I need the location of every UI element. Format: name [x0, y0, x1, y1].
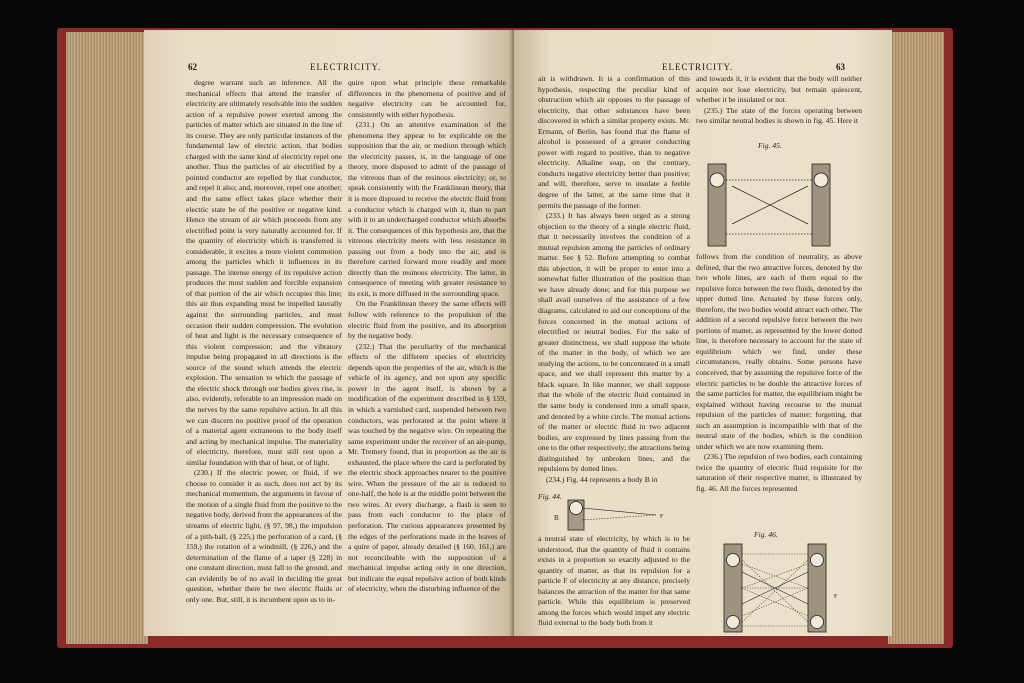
text-column-1 — [186, 78, 342, 634]
paragraph: degree warrant such an inference. All the mechanical effects that attend the transfer of electricity are ultimately resolvable into the sudden action of a repulsive power exerted among the particles of matter which are situated in the line of its course. They are only particular instances of the fundamental law of electric action, that bodies charged with the same kind of electricity repel one another. Thus the particles of air electrified by a pointed conductor are repelled by that conductor, and repel it also; and, moreover, repel one another; and the same effect takes place whether their electric state be of the positive or negative kind. Hence the stream of air which proceeds from any electrified point is very naturally accounted for. If the quantity of electricity which is transferred is considerable, it excites a more violent commotion among the particles which it influences in its passage. The intense energy of its repulsive action produces the most sudden and forcible expansion of that portion of the air which occupies this line; this air thus expanding must be impelled laterally against the surrounding particles, and must occasion their sudden compression. The evolution of heat and light is the necessary consequence of this violent compression; and the vibratory impulse being propagated in all directions is the source of the sound which attends the electric explosion. The sensation to which the passage of the electric shock through our bodies gives rise, is also, evidently, referable to an impression made on the nerves by the same repulsive action. In all this we can discern no positive proof of the operation of a material agent extraneous to the body itself and acting by mechanical impulse. The materiality of electricity, therefore, must still rest upon a similar foundation with that of heat, or of light. — [186, 78, 342, 467]
fig-44-caption: Fig. 44. — [538, 492, 562, 501]
paragraph: quire upon what principle these remarkable differences in the phenomena of positive and of negative electricity can be accounted for, consistently with either hypothesis. — [348, 78, 506, 119]
fig-46-diagram — [718, 542, 868, 636]
paragraph: air is withdrawn. It is a confirmation of this hypothesis, respecting the peculiar kind of obstruction which air opposes to the passage of electricity, that other substances have been discovered in which a similar property exists. Mr. Ermann, of Berlin, has found that the flame of alcohol is possessed of a greater conducting power with regard to positive, than to negative electricity. Alkaline soap, on the contrary, conducts negative electricity better than positive; and will, therefore, serve to insulate a feeble degree of the latter, at the same time that it permits the passage of the former. — [538, 74, 690, 210]
text-column-2-middle — [696, 252, 862, 534]
paragraph: (236.) The repulsion of two bodies, each containing twice the quantity of electric fluid requisite for the saturation of their respective matter, is illustrated by fig. 46. All the forces represented — [696, 452, 862, 494]
attraction-lines — [742, 572, 808, 604]
label-b: B — [554, 514, 559, 522]
body-right-fluid-1 — [811, 554, 824, 567]
page-number: 63 — [836, 62, 845, 72]
fig-44-diagram — [538, 498, 678, 538]
text-column-1-bottom — [538, 534, 690, 634]
paragraph: (233.) It has always been urged as a strong objection to the theory of a single electric fluid, that it necessarily involves the condition of a mutual repulsion among the particles of ordinary matter. See § 52. Before attempting to combat this objection, it will be proper to enter into a somewhat fuller illustration of the position than we have already done; and for this purpose we shall avail ourselves of the assistance of a few diagrams, calculated to aid our conceptions of the forces concerned in the mutual actions of electrified or neutral bodies. For the sake of greater distinctness, we shall suppose the whole of the matter in the body, of which we are studying the actions, to be concentrated in a small space, and we shall represent this matter by a black square. In like manner, we shall suppose that the whole of the electric fluid contained in the same body is condensed into a small space, and denoted by a white circle. The mutual actions of the matter or electric fluid in two adjacent bodies, are expressed by lines passing from the one to the other respectively; the attractions being distinguished by unbroken lines, and the repulsions by dotted lines. — [538, 211, 690, 474]
body-right-fluid-2 — [811, 616, 824, 629]
paragraph: (232.) That the peculiarity of the mechanical effects of the different species of electricity depends upon the properties of the air, which is the vehicle of its agency, and not upon any specific power in the agent itself, is shown by a modification of the experiment described in § 159, in which a varnished card, suspended between two conductors, was perforated at the point where it was touched by the negative wire. On repeating the same experiment under the receiver of an air-pump, Mr. Tremery found, that in proportion as the air is exhausted, the place where the card is perforated by the electric shock approaches nearer to the positive wire. When the pressure of the air is reduced to one-half, the hole is at the middle point between the two wires. At every discharge, a flash is seen to pass from each conductor to the place of perforation. The curious appearances presented by the edges of the perforations made in the leaves of a quire of paper, already detailed (§ 160, 161,) are not reconcileable with the supposition of a mechanical impulse acting only in one direction, but indicate the equal repulsive action of both kinds of electricity, when the disturbing influence of the — [348, 341, 506, 594]
page-number: 62 — [188, 62, 197, 72]
paragraph: (234.) Fig. 44 represents a body B in — [546, 474, 658, 484]
text-column-1-top — [538, 74, 690, 494]
fig-45-diagram — [698, 154, 858, 250]
label-f: F — [834, 594, 838, 600]
body-left-fluid-1 — [727, 554, 740, 567]
body-right-fluid — [814, 173, 828, 187]
left-page-edges — [66, 32, 148, 644]
fig-46-caption: Fig. 46. — [754, 530, 778, 539]
body-left-fluid-2 — [727, 616, 740, 629]
paragraph: follows from the condition of neutrality, as above defined, that the two attractive forces, denoted by the two whole lines, are each of them equal to the repulsive force between the two fluids, denoted by the upper dotted line. Actuated by these forces only, therefore, the two bodies would attract each other. The addition of a second repulsive force between the two portions of matter, as represented by the lower dotted line, is therefore necessary to account for the state of equilibrium which we find, under these circumstances, really obtains. Some persons have conceived, that by assuming the repulsive force of the electric particles to be double the attractive forces of the same particles for matter, the equilibrium might be explained without having recourse to the mutual repulsion of the particles of matter: forgetting, that such an assumption is incompatible with that of the neutral state of the bodies, which is the condition under which we are now examining them. — [696, 252, 862, 451]
paragraph: (235.) The state of the forces operating between two similar neutral bodies is shown in fig. 45. Here it — [696, 105, 862, 126]
running-head: ELECTRICITY. — [310, 62, 382, 72]
fig-45-caption: Fig. 45. — [758, 141, 782, 150]
fluid-circle — [570, 502, 583, 515]
repulsion-lines — [742, 554, 808, 626]
label-f: F — [660, 514, 664, 520]
paragraph: (231.) On an attentive examination of the phenomena they appear to be explicable on the supposition that the air, or medium through which the electricity passes, is, in the language of one theory, more disposed to admit of the passage of the vitreous than of the resinous electricity; or, to speak consistently with the Franklinean theory, that it is more disposed to receive the electric fluid from a conductor which is charged with it, than to part with it to an undercharged conductor which absorbs it. The consequences of this hypothesis are, that the vitreous electricity meets with less resistance in passing out from a body into the air, and is therefore carried forward more readily and more directly than the resinous electricity. The latter, in consequence of meeting with greater resistance to its exit, is more diffused in the surrounding space. — [348, 120, 506, 298]
paragraph: On the Franklinean theory the same effects will follow with reference to the propulsion of the electric fluid from the positive, and its absorption by the negative body. — [348, 299, 506, 341]
paragraph: (230.) If the electric power, or fluid, if we choose to consider it as such, does not act by its mechanical momentum, the arguments in favour of the motion of a single fluid from the positive to the negative body, derived from the appearances of the streams of electric light, (§ 97, 98,) the impulsion of a pith-ball, (§ 225,) the perforation of a card, (§ 159,) the rotation of a windmill, (§ 226,) and the determination of the flame of a taper (§ 228) in one constant direction, must fall to the ground, and can evidently be of no avail in deciding the great question, whether there be two electric fluids or only one. But, still, it is incumbent upon us to in- — [186, 468, 342, 604]
left-page — [144, 30, 514, 636]
running-head: ELECTRICITY. — [662, 62, 734, 72]
right-page-edges — [888, 32, 944, 644]
text-column-2 — [348, 78, 506, 634]
paragraph: and towards it, it is evident that the body will neither acquire nor lose electricity, but remain quiescent, whether it be insulated or not. — [696, 74, 862, 105]
body-left-fluid — [710, 173, 724, 187]
right-page — [514, 30, 892, 636]
attraction-line — [582, 508, 656, 515]
text-column-2-top — [696, 74, 862, 138]
repulsion-line — [582, 515, 656, 520]
paragraph: a neutral state of electricity, by which is to be understood, that the quantity of fluid it contains exists in a proportion so exactly adjusted to the quantity of matter, as that its repulsion for a particle F of electricity at any distance, precisely balances the attraction of the matter for that same particle. While this equilibrium is preserved among the forces which would impel any electric fluid external to the body both from it — [538, 534, 690, 628]
